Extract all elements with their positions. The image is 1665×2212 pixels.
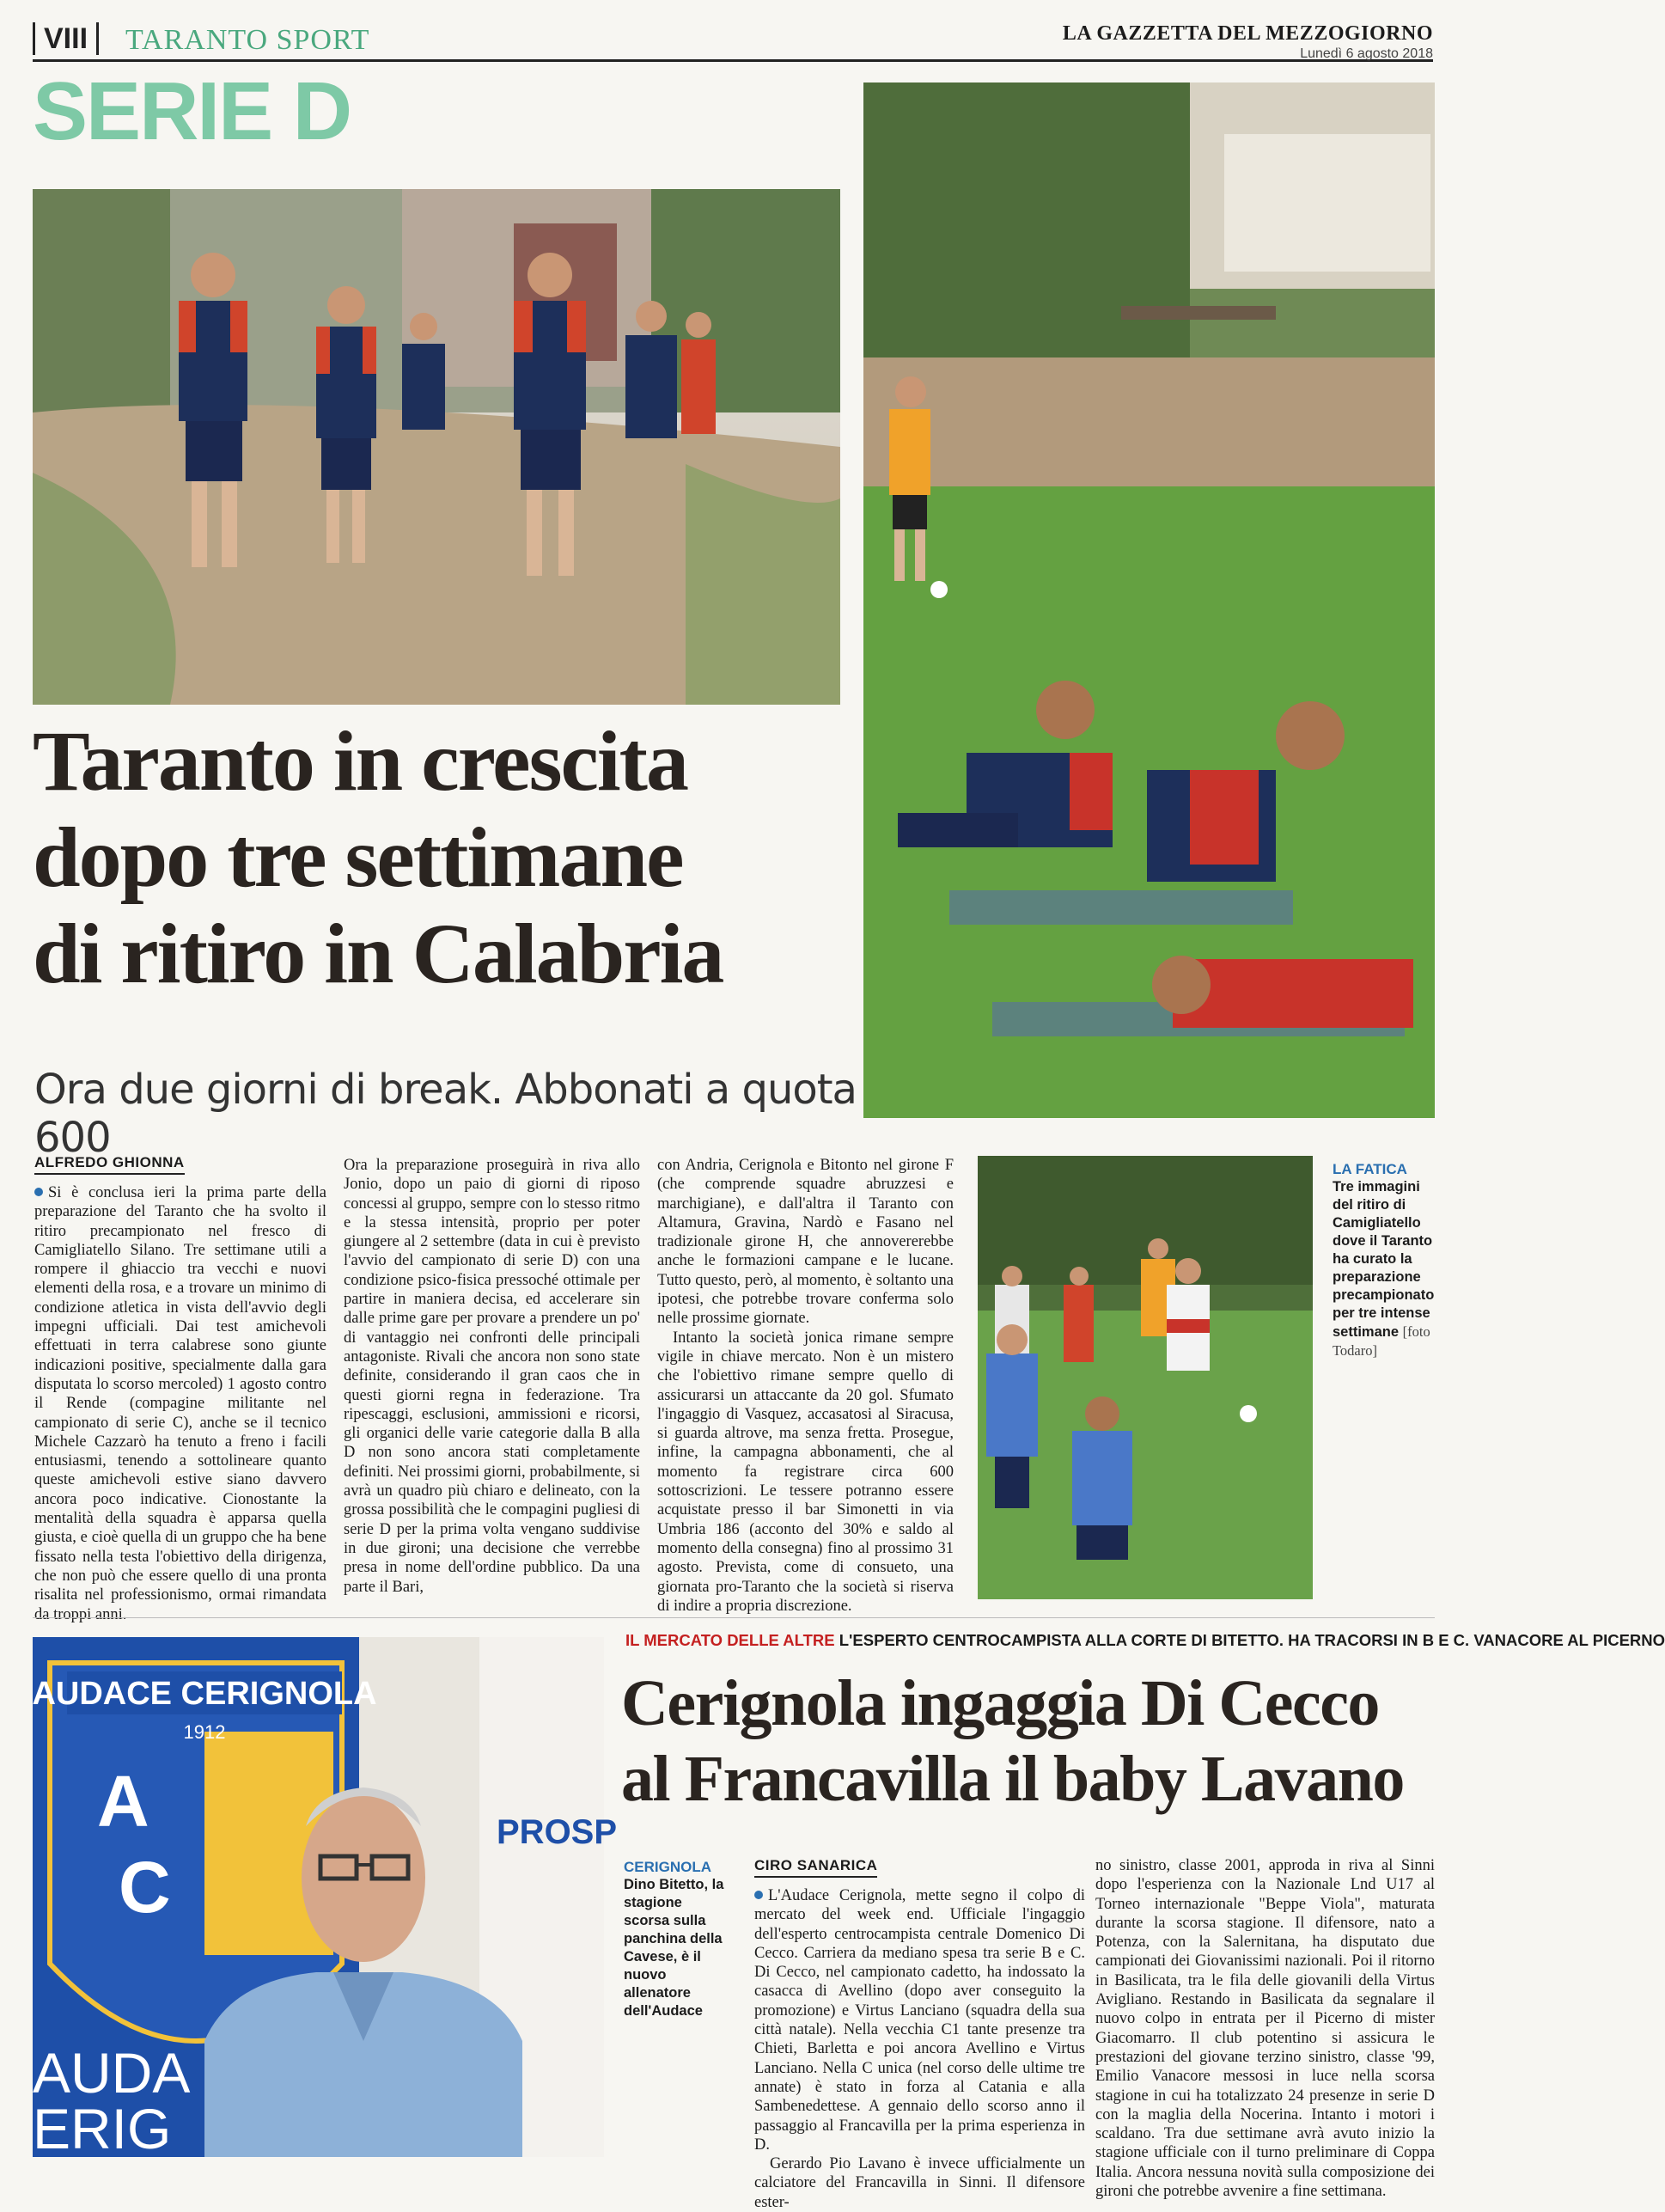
photo-credit: [foto Todaro]	[1333, 1323, 1430, 1359]
article1-column-2	[344, 1156, 640, 1597]
overline-text: L'ESPERTO CENTROCAMPISTA ALLA CORTE DI BITETTO. HA TRACORSI IN B E C. VANACORE AL PICERNO	[839, 1631, 1665, 1649]
article2-headline	[621, 1665, 1446, 1817]
article2-col1-para1: L'Audace Cerignola, mette segno il colpo di mercato del week end. Ufficiale l'ingaggio dell'esperto centrocampista centrale Domenico Di Cecco. Carriera da mediano spesa tra serie B e C. Di Cecco, nel campionato cadetto, ha indossato la casacca di Avellino (dopo aver conseguito la promozione) e Virtus Lanciano (squadra della sua città natale). Nella vecchia C1 tante presenze tra Chieti, Barletta e poi ancora Avellino e Virtus Lanciano. Nella C unica (nel corso delle ultime tre annate) è stato in forza al Catania e alla Sambenedettese. A gennaio dello scorso anno il passaggio al Francavilla per la prima esperienza in D.	[754, 1887, 1085, 2154]
article2-col1-para2: Gerardo Pio Lavano è invece ufficialmente un calciatore del Francavilla in Sinni. Il difensore ester-	[754, 2155, 1085, 2211]
sign-letter-a: A	[97, 1761, 149, 1842]
article1-col3-para1: con Andria, Cerignola e Bitonto nel girone F (che comprende squadre abruzzesi e marchigiane), e dall'altra il Taranto con Altamura, Gravina, Nardò e Fasano nel tradizionale girone H, che annovererebbe anche le formazioni campane e le lucane. Tutto questo, però, al momento, è soltanto una ipotesi, che potrebbe trovare conferma solo nelle prossime giornate.	[657, 1157, 954, 1328]
photo-training-drill	[978, 1156, 1313, 1599]
article1-col3-para2: Intanto la società jonica rimane sempre vigile in chiave mercato. Non è un mistero che l'obiettivo rimane sempre quello di assicurarsi un attaccante da 20 gol. Sfumato l'ingaggio di Vasquez, accasatosi al Siracusa, si guarda altrove, ma senza fretta. Prosegue, infine, la campagna abbonamenti, che al momento fa registrare circa 600 sottoscrizioni. Le tessere potranno essere acquistate presso il bar Simonetti in via Umbria 186 (acconto del 30% e saldo al momento della consegna) fino al prossimo 31 agosto. Prevista, come di consueto, una giornata pro-Taranto che la società si riserva di indire a propria discrezione.	[657, 1329, 954, 1615]
sign-lower-2: ERIG	[33, 2097, 172, 2160]
newspaper-name: LA GAZZETTA DEL MEZZOGIORNO	[1062, 22, 1433, 45]
article2-byline: CIRO SANARICA	[754, 1857, 877, 1878]
sign-lower-1: AUDA	[33, 2041, 191, 2105]
caption-text: Dino Bitetto, la stagione scorsa sulla panchina della Cavese, è il nuovo allenatore dell'Audace	[624, 1877, 724, 2019]
photo-players-walking	[33, 189, 840, 705]
section-number: VIII	[33, 22, 99, 55]
caption-text: Tre immagini del ritiro di Camigliatello dove il Taranto ha curato la preparazione precampionato per tre intense settimane	[1333, 1179, 1435, 1340]
issue-date: Lunedì 6 agosto 2018	[1300, 46, 1433, 61]
headline-line: di ritiro in Calabria	[33, 906, 723, 1001]
article2-col2-text: no sinistro, classe 2001, approda in riva al Sinni dopo l'esperienza con la Nazionale Lnd U17 al Torneo internazionale "Beppe Viola", maturata durante la scorsa stagione. Il difensore, nato a Potenza, con la Salernitana, ha disputato due campionati dei Giovanissimi nazionali. Poi il ritorno in Basilicata, tra le fila delle giovanili della Virtus Avigliano. Restando in Basilicata da segnalare il nuovo colpo in entrata per il Picerno di mister Giacomarro. Il club potentino si assicura le prestazioni del giovane terzino sinistro, classe '99, Emilio Vanacore messosi in luce nella scorsa stagione in cui ha totalizzato 24 presenze in serie D con la maglia della Nocerina. Intanto i motori i scaldano. Tra due settimane avrà avuto inizio la stagione ufficiale con il turno preliminare di Coppa Italia. Ancora nessuna novità sulla composizione dei gironi che potrebbe avvenire a fine settimana.	[1095, 1857, 1435, 2201]
article1-byline: ALFREDO GHIONNA	[34, 1154, 185, 1175]
main-headline	[33, 713, 857, 1002]
section-name: TARANTO SPORT	[125, 24, 370, 56]
main-subheadline: Ora due giorni di break. Abbonati a quota 600	[34, 1066, 857, 1162]
headline-line: Taranto in crescita	[33, 713, 687, 809]
article2-overline	[625, 1631, 1665, 1650]
masthead	[33, 19, 1433, 62]
article2-column-1	[754, 1856, 1085, 2212]
caption-label: CERIGNOLA	[624, 1859, 711, 1875]
photo-caption-coach	[624, 1858, 727, 2020]
article2-column-2	[1095, 1856, 1435, 2201]
article1-col1-text: Si è conclusa ieri la prima parte della preparazione del Taranto che ha svolto il ritiro precampionato nel fresco di Camigliatello Silano. Tre settimane utili a rompere il ghiaccio tra vecchi e nuovi elementi della rosa, e a trovare un minimo di condizione atletica in vista dell'avvio degli impegni ufficiali. Dai test amichevoli effettuati in terra calabrese sono giunte indicazioni positive, specialmente dalla gara disputata lo scorso mercoled) 1 agosto contro il Rende (compagine militante nel campionato di serie C), anche se il tecnico Michele Cazzarò ha tenuto a freno i facili entusiasmi, tenendo a sottolineare quanto queste amichevoli estive siano davvero ancora poco indicative. Cionostante la mentalità della squadra è apparsa quella giusta, e cioè quella di un gruppo che ha bene fissato nella testa l'obiettivo della dirigenza, che non può che essere quello di una pronta risalita nel professionismo, ormai rimandata da troppi anni.	[34, 1184, 326, 1623]
sign-club-name: AUDACE CERIGNOLA	[32, 1676, 377, 1712]
section-kicker: SERIE D	[33, 65, 351, 157]
photo-players-stretching	[863, 82, 1435, 1118]
photo-coach-portrait	[32, 1637, 618, 2160]
photo-caption-training	[1333, 1160, 1437, 1360]
bullet-dot-icon	[34, 1188, 43, 1196]
bullet-dot-icon	[754, 1891, 763, 1899]
section-divider	[33, 1617, 1435, 1618]
headline-line: dopo tre settimane	[33, 810, 683, 905]
article1-column-1	[34, 1153, 326, 1624]
article1-column-3	[657, 1156, 954, 1616]
article1-col2-text: Ora la preparazione proseguirà in riva allo Jonio, dopo un paio di giorni di riposo concessi al gruppo, sempre con lo stesso ritmo e la stessa intensità, proprio per poter giungere al 2 settembre (data in cui è previsto l'avvio del campionato di serie D) con una condizione psico-fisica pressoché ottimale per partire in maniera decisa, ed accelerare sin dalle prime gare per provare a prendere un po' di vantaggio nei confronti delle principali antagoniste. Rivali che ancora non sono state definite, considerando il gran caos che in questi giorni regna in federazione. Tra ripescaggi, esclusioni, ammissioni e ricorsi, gli organici delle varie categorie dalla B alla D non sono ancora stati completamente definiti. Nei prossimi giorni, probabilmente, si avrà un quadro più chiaro e delineato, con la grossa possibilità che le compagini pugliesi di serie D per la prima volta vengano suddivise in due gironi; una decisione che verrebbe presa in nome dell'ordine pubblico. Da una parte il Bari,	[344, 1157, 640, 1596]
sign-year: 1912	[183, 1721, 226, 1743]
headline-line: Cerignola ingaggia Di Cecco	[621, 1667, 1379, 1739]
headline-line: al Francavilla il baby Lavano	[621, 1743, 1404, 1815]
caption-label: LA FATICA	[1333, 1161, 1407, 1177]
overline-section: IL MERCATO DELLE ALTRE	[625, 1631, 835, 1649]
sign-letter-c: C	[119, 1847, 171, 1928]
sign-sponsor: PROSP	[497, 1813, 618, 1851]
